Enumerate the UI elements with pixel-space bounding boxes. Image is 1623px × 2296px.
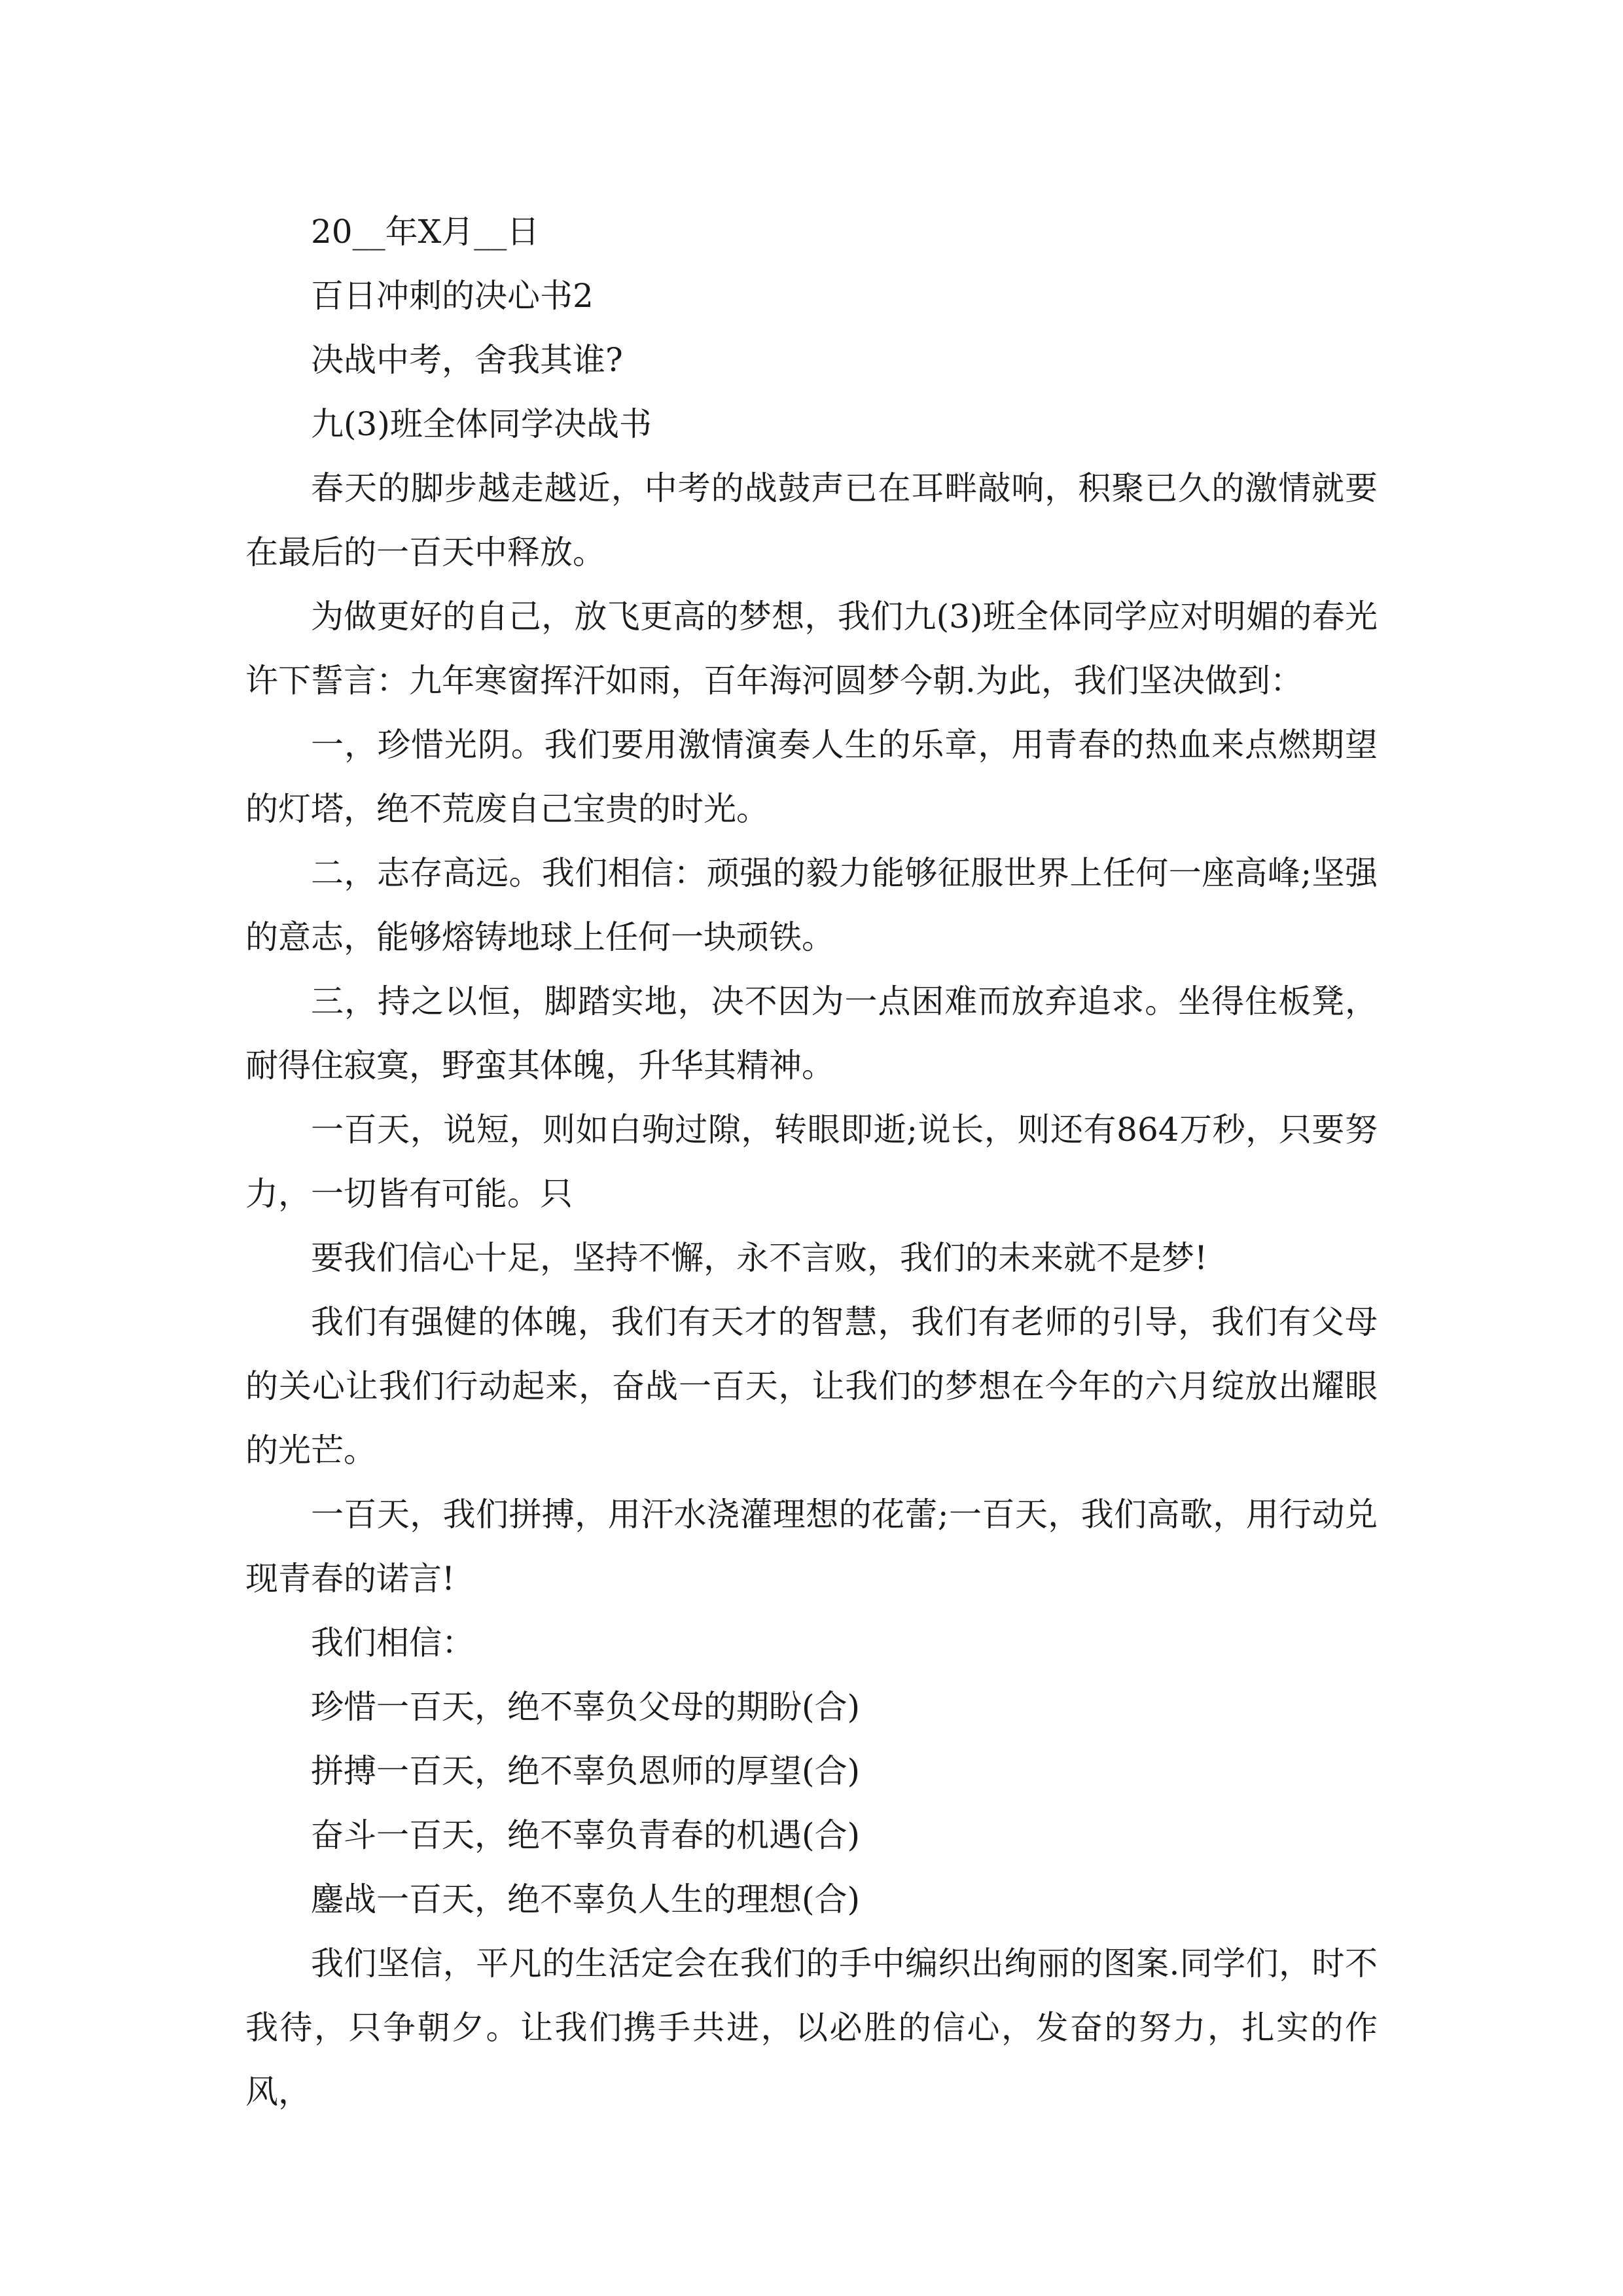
document-body [245, 200, 1378, 2124]
paragraph: 我们相信： [311, 1624, 474, 1662]
paragraph: 为做更好的自己，放飞更高的梦想，我们九(3)班全体同学应对明媚的春光许下誓言：九年寒窗挥汗如雨，百年海河圆梦今朝.为此，我们坚决做到： [245, 598, 1378, 700]
class-heading: 九(3)班全体同学决战书 [311, 405, 652, 443]
paragraph: 一百天，说短，则如白驹过隙，转眼即逝;说长，则还有864万秒，只要努力，一切皆有可能。只 [245, 1111, 1378, 1213]
oath-line: 鏖战一百天，绝不辜负人生的理想(合) [311, 1880, 861, 1918]
paragraph: 一百天，我们拼搏，用汗水浇灌理想的花蕾;一百天，我们高歌，用行动兑现青春的诺言! [245, 1496, 1378, 1598]
paragraph: 一，珍惜光阴。我们要用激情演奏人生的乐章，用青春的热血来点燃期望的灯塔，绝不荒废自己宝贵的时光。 [245, 726, 1378, 828]
paragraph: 二，志存高远。我们相信：顽强的毅力能够征服世界上任何一座高峰;坚强的意志，能够熔铸地球上任何一块顽铁。 [245, 854, 1378, 956]
paragraph: 三，持之以恒，脚踏实地，决不因为一点困难而放弃追求。坐得住板凳，耐得住寂寞，野蛮其体魄，升华其精神。 [245, 982, 1378, 1085]
paragraph: 我们坚信，平凡的生活定会在我们的手中编织出绚丽的图案.同学们，时不我待，只争朝夕。让我们携手共进，以必胜的信心，发奋的努力，扎实的作风， [245, 1945, 1378, 2111]
oath-line: 拼搏一百天，绝不辜负恩师的厚望(合) [311, 1752, 861, 1790]
oath-line: 奋斗一百天，绝不辜负青春的机遇(合) [311, 1816, 861, 1854]
slogan-line: 决战中考，舍我其谁? [311, 341, 623, 379]
date-line: 20__年X月__日 [311, 213, 540, 251]
oath-line: 珍惜一百天，绝不辜负父母的期盼(合) [311, 1688, 861, 1726]
paragraph: 我们有强健的体魄，我们有天才的智慧，我们有老师的引导，我们有父母的关心让我们行动起来，奋战一百天，让我们的梦想在今年的六月绽放出耀眼的光芒。 [245, 1303, 1378, 1469]
paragraph: 春天的脚步越走越近，中考的战鼓声已在耳畔敲响，积聚已久的激情就要在最后的一百天中释放。 [245, 469, 1378, 571]
section-title: 百日冲刺的决心书2 [311, 277, 594, 315]
paragraph: 要我们信心十足，坚持不懈，永不言败，我们的未来就不是梦! [311, 1239, 1208, 1277]
